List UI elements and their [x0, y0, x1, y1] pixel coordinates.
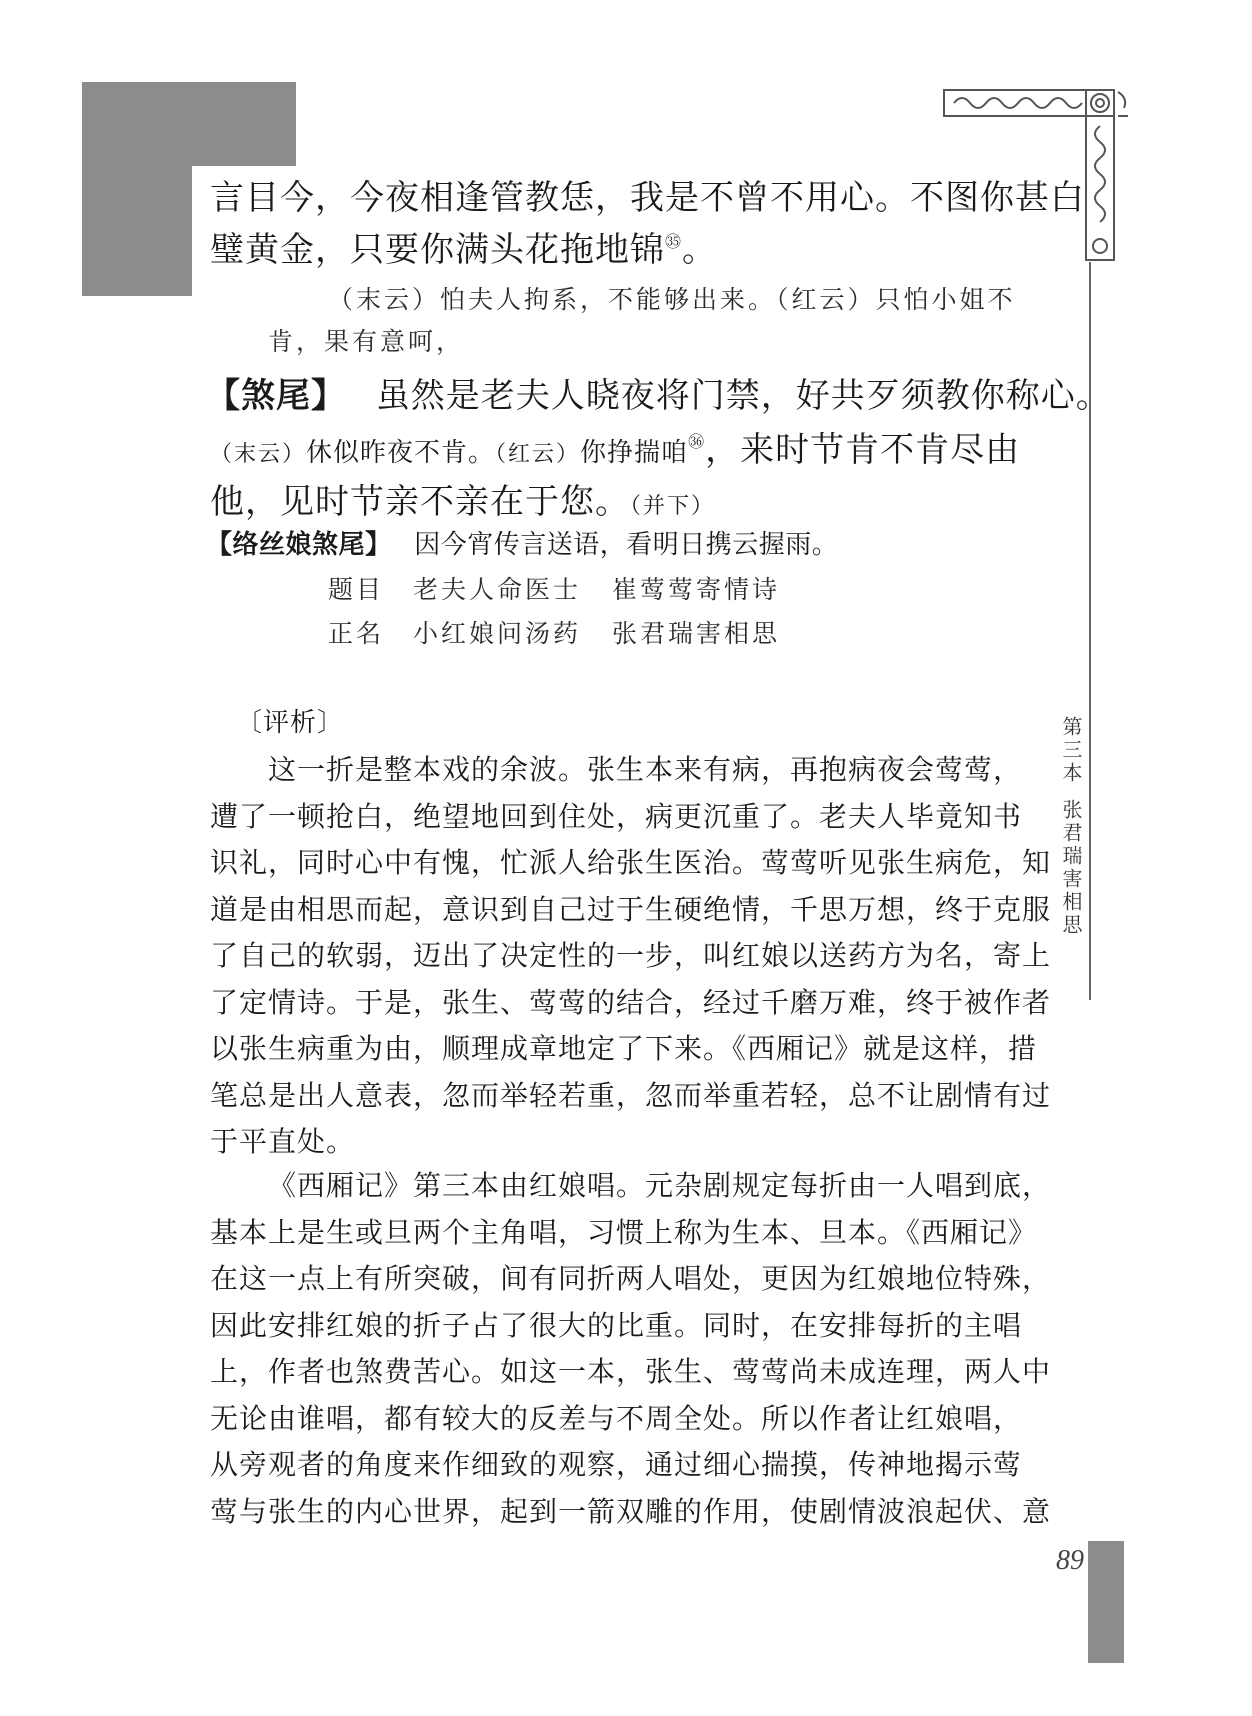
footnote-35: ㉟: [665, 232, 683, 251]
dialogue-2-line-1: [210, 422, 1020, 471]
commentary-line: 《西厢记》第三本由红娘唱。元杂剧规定每折由一人唱到底，: [268, 1169, 1052, 1202]
zhengming-line: [328, 614, 780, 650]
commentary-line: 上，作者也煞费苦心。如这一本，张生、莺莺尚未成连理，两人中: [210, 1355, 1052, 1388]
tune-name-shawei: 【煞尾】: [206, 376, 346, 416]
corner-gray-block-lower: [82, 166, 192, 296]
zhengming-a: 小红娘问汤药: [412, 619, 581, 648]
commentary-line: 在这一点上有所突破，间有同折两人唱处，更因为红娘地位特殊，: [210, 1262, 1052, 1295]
commentary-line: 道是由相思而起，意识到自己过于生硬绝情，千思万想，终于克服: [210, 892, 1052, 926]
stage-direction-mo: （末云）: [210, 442, 307, 467]
verse-line-2-text: 璧黄金，只要你满头花拖地锦: [210, 230, 665, 270]
commentary-line: 这一折是整本戏的余波。张生本来有病，再抱病夜会莺莺，: [268, 753, 1023, 786]
stage-direction-hong: （红云）: [495, 442, 581, 467]
shawei-verse: [206, 368, 1111, 417]
commentary-heading: 〔评析〕: [236, 708, 345, 738]
verse-line-2: [210, 222, 717, 271]
commentary-line: 无论由谁唱，都有较大的反差与不周全处。所以作者让红娘唱，: [210, 1401, 1023, 1435]
commentary-line: 莺与张生的内心世界，起到一箭双雕的作用，使剧情波浪起伏、意: [210, 1494, 1052, 1528]
timu-line: [328, 570, 780, 606]
dialogue-line-2: 肯，果有意呵，: [268, 327, 465, 356]
luosi-verse: [206, 524, 838, 561]
running-head-chapter: 张君瑞害相思: [1059, 799, 1083, 937]
corner-gray-block: [82, 82, 296, 166]
running-head-volume: 第三本: [1059, 716, 1083, 785]
timu-label: 题目: [328, 575, 385, 604]
dialogue-2-verse: ，来时节肯不肯尽由: [705, 430, 1021, 470]
dialogue-line-1: （末云）怕夫人拘系，不能够出来。（红云）只怕小姐不: [328, 285, 1016, 314]
commentary-line: 了自己的软弱，迈出了决定性的一步，叫红娘以送药方为名，寄上: [210, 939, 1052, 972]
verse-line-1: 言目今，今夜相逢管教恁，我是不曾不用心。不图你甚白: [210, 178, 1085, 218]
commentary-line: 从旁观者的角度来作细致的观察，通过细心揣摸，传神地揭示莺: [210, 1448, 1023, 1481]
zhengming-label: 正名: [328, 619, 385, 648]
dialogue-2-line-2-text: 他，见时节亲不亲在于您。: [210, 482, 630, 522]
zhengming-b: 张君瑞害相思: [611, 619, 780, 648]
commentary-line: 了定情诗。于是，张生、莺莺的结合，经过千磨万难，终于被作者: [210, 985, 1052, 1019]
commentary-line: 于平直处。: [210, 1125, 356, 1158]
running-head: [1056, 716, 1086, 937]
commentary-line: 笔总是出人意表，忽而举轻若重，忽而举重若轻，总不让剧情有过: [210, 1078, 1052, 1112]
luosi-text: 因今宵传言送语，看明日携云握雨。: [414, 530, 839, 560]
commentary-line: 遭了一顿抢白，绝望地回到住处，病更沉重了。老夫人毕竟知书: [210, 799, 1023, 833]
commentary-line: 识礼，同时心中有愧，忙派人给张生医治。莺莺听见张生病危，知: [210, 846, 1052, 879]
footnote-36: ㊱: [688, 432, 706, 451]
commentary-line: 基本上是生或旦两个主角唱，习惯上称为生本、旦本。《西厢记》: [210, 1215, 1038, 1249]
dialogue-2-line-2: [210, 474, 715, 523]
stage-direction-exit: （并下）: [630, 494, 716, 519]
page-number: 89: [1056, 1545, 1084, 1576]
verse-line-2-end: 。: [682, 230, 718, 270]
timu-b: 崔莺莺寄情诗: [611, 575, 780, 604]
commentary-line: 因此安排红娘的折子占了很大的比重。同时，在安排每折的主唱: [210, 1308, 1023, 1342]
dialogue-2-mo-text: 休似昨夜不肯。: [306, 438, 496, 468]
page-number-gray-block: [1088, 1541, 1124, 1663]
shawei-text: 虽然是老夫人晓夜将门禁，好共歹须教你称心。: [375, 376, 1111, 416]
dialogue-2-hong-text: 你挣揣咱: [580, 438, 689, 468]
tune-name-luosi: 【络丝娘煞尾】: [206, 530, 392, 560]
commentary-line: 以张生病重为由，顺理成章地定了下来。《西厢记》就是这样，措: [210, 1032, 1038, 1065]
timu-a: 老夫人命医士: [412, 575, 581, 604]
